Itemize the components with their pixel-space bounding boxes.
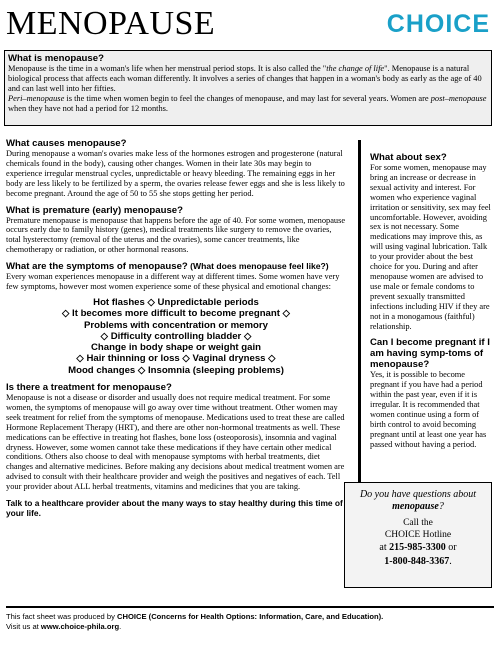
hotline-question: Do you have questions about menopause?: [359, 489, 477, 512]
symptom-line: ◇ Difficulty controlling bladder ◇: [100, 330, 252, 342]
symptom-line: ◇ Hair thinning or loss ◇ Vaginal dryness ◇: [76, 353, 276, 365]
hotline-phone-1[interactable]: at 215-985-3300 or: [379, 542, 457, 553]
premature-heading: What is premature (early) menopause?: [6, 204, 183, 216]
causes-text: During menopause a woman's ovaries make less of the hormones estrogen and progesterone (natural chemicals found in the body), causing other changes. Women in their late 30s may begin to experience irregular menstrual cycles, unpredictable or heavy bleeding. The remaining eggs in her body are less likely to be fertilized by a sperm, the ovaries release fewer eggs and she is less likely to become pregnant. Around the age of 50 to 55 she stops getting her period.: [6, 149, 345, 198]
symptoms-list: [6, 297, 346, 376]
footer-website: Visit us at www.choice-phila.org.: [6, 621, 122, 631]
hotline-box: [344, 482, 492, 588]
pregnant-text: Yes, it is possible to become pregnant if you have had a period within the past year, even if it is irregular. It is recommended that women continue using a form of birth control to avoid becoming pregnant until at least one year has passed without having a period.: [370, 370, 487, 449]
left-column: [6, 138, 346, 518]
hotline-call: Call the: [403, 518, 433, 528]
column-divider: [358, 140, 361, 530]
what-is-menopause-box: [4, 50, 492, 126]
symptoms-text: Every woman experiences menopause in a different way at different times. Some women have very few symptoms, however most women experience some of these physical and emotional changes:: [6, 272, 340, 292]
symptom-line: Problems with concentration or memory: [84, 319, 268, 331]
symptom-line: Change in body shape or weight gain: [90, 342, 262, 354]
symptoms-heading: What are the symptoms of menopause? (What does menopause feel like?): [6, 261, 329, 273]
what-is-heading: What is menopause?: [8, 53, 104, 64]
sex-text: For some women, menopause may bring an increase or decrease in sexual activity and interest. For women who experience vaginal irritation or sensitivity, sex may feel uncomfortable. However, avoiding sex is not necessary. Some medications may improve this, as will using vaginal lubrication. Talk to your provider about the best choice for you. During and after menopause women are advised to use male or female condoms to prevent sexually transmitted infections including HIV if they are not in a monogamous (faithful) relationship.: [370, 163, 491, 331]
symptom-line: ◇ It becomes more difficult to become pregnant ◇: [62, 308, 290, 320]
sex-heading: What about sex?: [370, 152, 447, 163]
hotline-name: CHOICE Hotline: [384, 530, 452, 540]
premature-text: Premature menopause is menopause that happens before the age of 40. For some women, menopause occurs early due to family history (genes), medical treatments like surgery to remove the ovaries, total hysterectomy (removal of the uterus and the ovaries), some cancer treatments, like chemotherapy or radiation, or other hormonal reasons.: [6, 215, 346, 255]
footer: [6, 612, 494, 631]
treatment-text: Menopause is not a disease or disorder and usually does not require medical treatment. For some women, the symptoms of menopause will go away over time without treatment. Other women may seek treatment for relief from the symptoms of menopause. Medications used to treat these are called Hormone Replacement Therapy (HRT), and there are other non-hormonal treatments as well. These medications can be effective in treating hot flashes, bone loss (osteoporosis), insomnia and vaginal dryness. However, some women cannot take these medications if they have certain other medical conditions. Others also choose to deal with menopause symptoms with herbal treatments, diet changes and alternative medicines. Before making any decisions about medical treatment women are advised to consult with their healthcare provider and weigh the positives and negatives of each. Tell your provider about ALL herbal treatments, vitamins and medicines that you are taking.: [6, 393, 345, 492]
footer-divider: [6, 606, 494, 608]
causes-heading: What causes menopause?: [6, 138, 127, 149]
website-link[interactable]: www.choice-phila.org: [40, 621, 120, 631]
choice-logo: CHOICE: [386, 10, 490, 38]
pregnant-heading: Can I become pregnant if I am having symp-toms of menopause?: [370, 337, 490, 371]
symptom-line: Mood changes ◇ Insomnia (sleeping problems): [68, 364, 284, 376]
treatment-heading: Is there a treatment for menopause?: [6, 382, 172, 394]
page-title: MENOPAUSE: [6, 5, 216, 42]
hotline-phone-2[interactable]: 1-800-848-3367.: [384, 556, 452, 567]
what-is-text: Menopause is the time in a woman's life when her menstrual period stops. It is also called the "the change of life". Menopause is a natural biological process that affects each woman differently. It involves a series of changes that happen in a woman's body as early as the age of 40 and can last well into her fifties. Peri–menopause is the time when women begin to feel the changes of menopause, and may last for several years. Women are post–menopause when they have not had a period for 12 months.: [8, 64, 487, 113]
footer-credit: This fact sheet was produced by CHOICE (Concerns for Health Options: Information, Care, and Education).: [6, 612, 384, 621]
right-column: [370, 152, 492, 450]
talk-to-provider-callout: Talk to a healthcare provider about the many ways to stay healthy during this time of your life.: [6, 498, 343, 519]
symptom-line: Hot flashes ◇ Unpredictable periods: [93, 296, 259, 308]
